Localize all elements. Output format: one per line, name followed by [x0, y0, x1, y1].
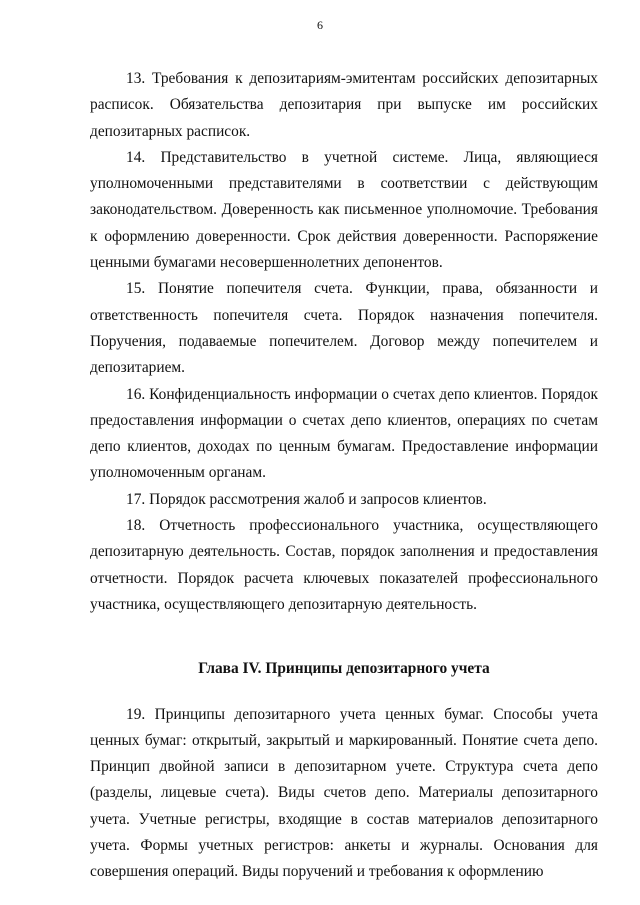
paragraph-15: 15. Понятие попечителя счета. Функции, права, обязанности и ответственность попечителя счета. Порядок назначения попечителя. Поручения, подаваемые попечителем. Договор между попечителем и депозитарием.	[90, 280, 598, 377]
document-body	[90, 66, 598, 886]
paragraph-14: 14. Представительство в учетной системе. Лица, являющиеся уполномоченными представителями в соответствии с действующим законодательством. Доверенность как письменное уполномочие. Требования к оформлению доверенности. Срок действия доверенности. Распоряжение ценными бумагами несовершеннолетних депонентов.	[90, 148, 598, 272]
chapter-heading: Глава IV. Принципы депозитарного учета	[198, 660, 490, 678]
page-number: 6	[317, 18, 323, 32]
paragraph-19: 19. Принципы депозитарного учета ценных бумаг. Способы учета ценных бумаг: открытый, закрытый и маркированный. Понятие счета депо. Принцип двойной записи в депозитарном учете. Структура счета депо (разделы, лицевые счета). Виды счетов депо. Материалы депозитарного учета. Учетные регистры, входящие в состав материалов депозитарного учета. Формы учетных регистров: анкеты и журналы. Основания для совершения операций. Виды поручений и требования к оформлению	[90, 705, 598, 881]
paragraph-17: 17. Порядок рассмотрения жалоб и запросов клиентов.	[126, 490, 487, 508]
paragraph-16: 16. Конфиденциальность информации о счетах депо клиентов. Порядок предоставления информации о счетах депо клиентов, операциях по счетам депо клиентов, доходах по ценным бумагам. Предоставление информации уполномоченным органам.	[90, 385, 598, 482]
paragraph-18: 18. Отчетность профессионального участника, осуществляющего депозитарную деятельность. Состав, порядок заполнения и предоставления отчетности. Порядок расчета ключевых показателей профессионального участника, осуществляющего депозитарную деятельность.	[90, 517, 598, 613]
paragraph-13: 13. Требования к депозитариям-эмитентам российских депозитарных расписок. Обязательства депозитария при выпуске им российских депозитарных расписок.	[90, 70, 598, 140]
